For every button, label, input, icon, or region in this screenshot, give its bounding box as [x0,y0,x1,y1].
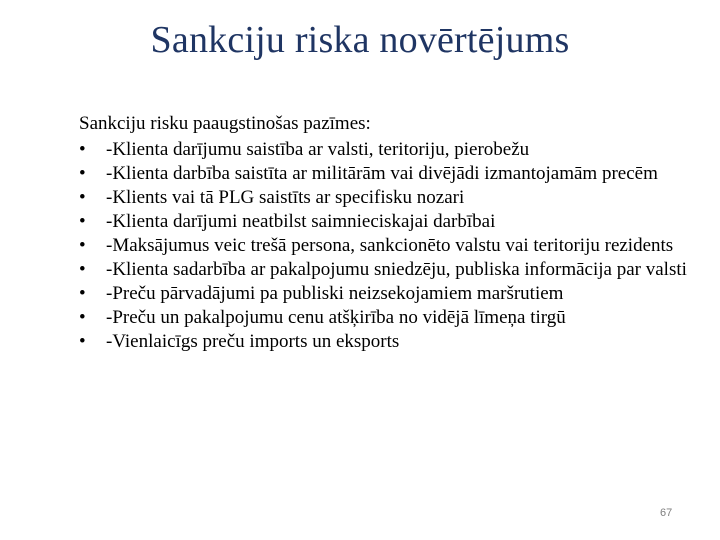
list-item-text: -Preču un pakalpojumu cenu atšķirība no vidējā līmeņa tirgū [106,307,566,328]
page-number: 67 [660,507,673,519]
list-item [79,284,689,303]
list-item [79,332,689,351]
bullet-icon: • [79,211,86,232]
bullet-icon: • [79,139,86,160]
list-item-text: -Vienlaicīgs preču imports un eksports [106,331,400,352]
bullet-icon: • [79,307,86,328]
list-item [79,236,689,255]
list-item [79,188,689,207]
list-item-text: -Klients vai tā PLG saistīts ar specifisku nozari [106,187,465,208]
bullet-icon: • [79,283,86,304]
bullet-icon: • [79,187,86,208]
list-item-text: -Klienta darījumu saistība ar valsti, teritoriju, pierobežu [106,139,530,160]
intro-text: Sankciju risku paaugstinošas pazīmes: [79,113,371,134]
bullet-icon: • [79,259,86,280]
risk-indicator-list [79,140,689,351]
list-item [79,212,689,231]
list-item [79,260,689,279]
list-item [79,308,689,327]
slide-content [79,112,689,351]
list-item [79,140,689,159]
list-item-text: -Maksājumus veic trešā persona, sankcionēto valstu vai teritoriju rezidents [106,235,674,256]
list-item-text: -Preču pārvadājumi pa publiski neizsekojamiem maršrutiem [106,283,564,304]
list-item-text: -Klienta darbība saistīta ar militārām vai divējādi izmantojamām precēm [106,163,658,184]
list-item-text: -Klienta sadarbība ar pakalpojumu sniedzēju, publiska informācija par valsti [106,259,687,280]
bullet-icon: • [79,163,86,184]
bullet-icon: • [79,331,86,352]
list-item [79,164,689,183]
slide-title: Sankciju riska novērtējums [150,19,570,61]
bullet-icon: • [79,235,86,256]
list-item-text: -Klienta darījumi neatbilst saimnieciskajai darbībai [106,211,496,232]
